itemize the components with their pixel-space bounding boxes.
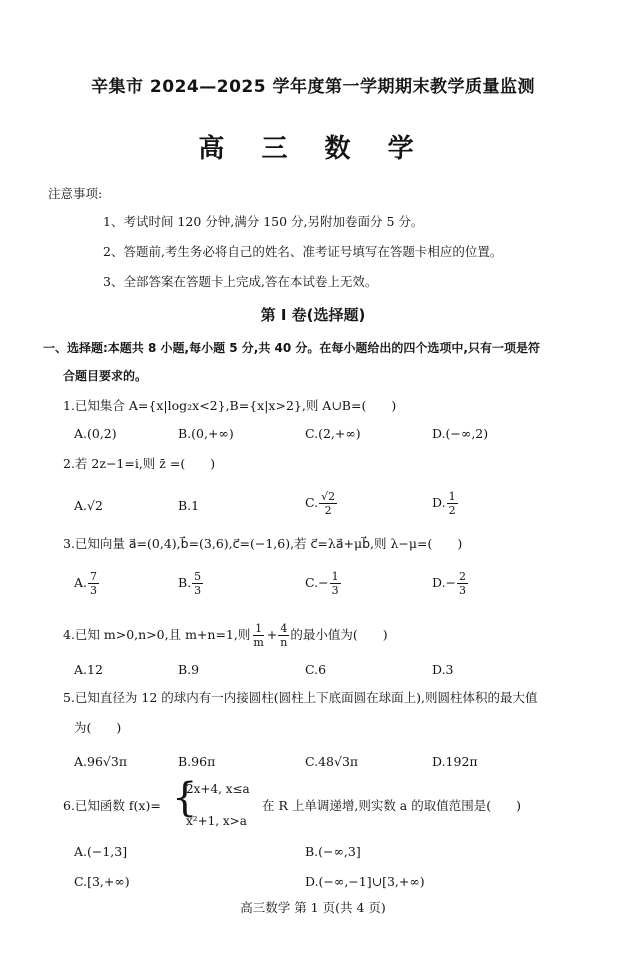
q6-option-d: D.(−∞,−1]∪[3,+∞) (305, 874, 425, 889)
q3-stem: 3.已知向量 a⃗=(0,4),b⃗=(3,6),c⃗=(−1,6),若 c⃗=λa⃗+μb⃗,则 λ−μ=( ) (63, 536, 463, 551)
q6-piece-2: x²+1, x>a (186, 814, 247, 828)
q2-d-numerator: 1 (448, 490, 456, 503)
q2-option-b: B.1 (178, 498, 200, 513)
notice-item-2: 2、答题前,考生务必将自己的姓名、准考证号填写在答题卡相应的位置。 (103, 244, 503, 259)
notice-heading: 注意事项: (48, 186, 103, 201)
q2-c-denominator: 2 (324, 504, 332, 517)
q1-option-a: A.(0,2) (74, 426, 117, 441)
q3-option-d: D.− $\frac{2}{3}$ (432, 570, 467, 597)
q2-option-d: D. $\frac{1}{2}$ (432, 490, 456, 517)
q6-option-a: A.(−1,3] (74, 844, 128, 859)
q1-option-c: C.(2,+∞) (305, 426, 361, 441)
notice-item-1: 1、考试时间 120 分钟,满分 150 分,另附加卷面分 5 分。 (103, 214, 424, 229)
q5-option-a: A.96√3π (74, 754, 128, 769)
q4-option-b: B.9 (178, 662, 200, 677)
q5-option-c: C.48√3π (305, 754, 359, 769)
q6-stem-b: 在 R 上单调递增,则实数 a 的取值范围是( ) (262, 798, 521, 813)
q3-option-a: A. $\frac{7}{3}$ (74, 570, 98, 597)
q6-stem-a: 6.已知函数 f(x)= (63, 798, 161, 813)
q2-option-a: A.√2 (74, 498, 103, 513)
q4-stem: 4.已知 m>0,n>0,且 m+n=1,则 $\frac{1}{m}$ + $\frac{4}{n}$ 的最小值为( ) (63, 622, 388, 649)
q1-stem: 1.已知集合 A={x|log₂x<2},B={x|x>2},则 A∪B=( ) (63, 398, 397, 413)
q5-option-d: D.192π (432, 754, 478, 769)
q4-option-a: A.12 (74, 662, 103, 677)
subject-title: 高 三 数 学 (198, 134, 428, 164)
q1-option-d: D.(−∞,2) (432, 426, 489, 441)
q6-brace: { (172, 775, 198, 821)
part1-instructions-line1: 一、选择题:本题共 8 小题,每小题 5 分,共 40 分。在每小题给出的四个选项中,只有一项是符 (43, 341, 540, 355)
notice-item-3: 3、全部答案在答题卡上完成,答在本试卷上无效。 (103, 274, 378, 289)
section-title: 第 I 卷(选择题) (260, 306, 366, 324)
q2-stem: 2.若 2z−1=i,则 z̄ =( ) (63, 456, 216, 471)
q3-option-b: B. $\frac{5}{3}$ (178, 570, 202, 597)
q2-c-numerator: √2 (321, 490, 336, 503)
q5-option-b: B.96π (178, 754, 216, 769)
part1-instructions-line2: 合题目要求的。 (63, 369, 148, 383)
q5-stem-line2: 为( ) (74, 720, 122, 735)
q6-option-c: C.[3,+∞) (74, 874, 130, 889)
q4-option-d: D.3 (432, 662, 454, 677)
q1-option-b: B.(0,+∞) (178, 426, 234, 441)
q3-option-c: C.− $\frac{1}{3}$ (305, 570, 339, 597)
q5-stem-line1: 5.已知直径为 12 的球内有一内接圆柱(圆柱上下底面圆在球面上),则圆柱体积的最大值 (63, 690, 538, 705)
q2-d-denominator: 2 (448, 504, 456, 517)
q6-piece-1: 2x+4, x≤a (186, 782, 250, 796)
q6-option-b: B.(−∞,3] (305, 844, 361, 859)
q4-option-c: C.6 (305, 662, 327, 677)
q2-option-c: C. $\frac{√2}{2}$ (305, 490, 336, 517)
page-footer: 高三数学 第 1 页(共 4 页) (240, 900, 386, 915)
exam-title: 辛集市 2024—2025 学年度第一学期期末教学质量监测 (91, 77, 535, 97)
